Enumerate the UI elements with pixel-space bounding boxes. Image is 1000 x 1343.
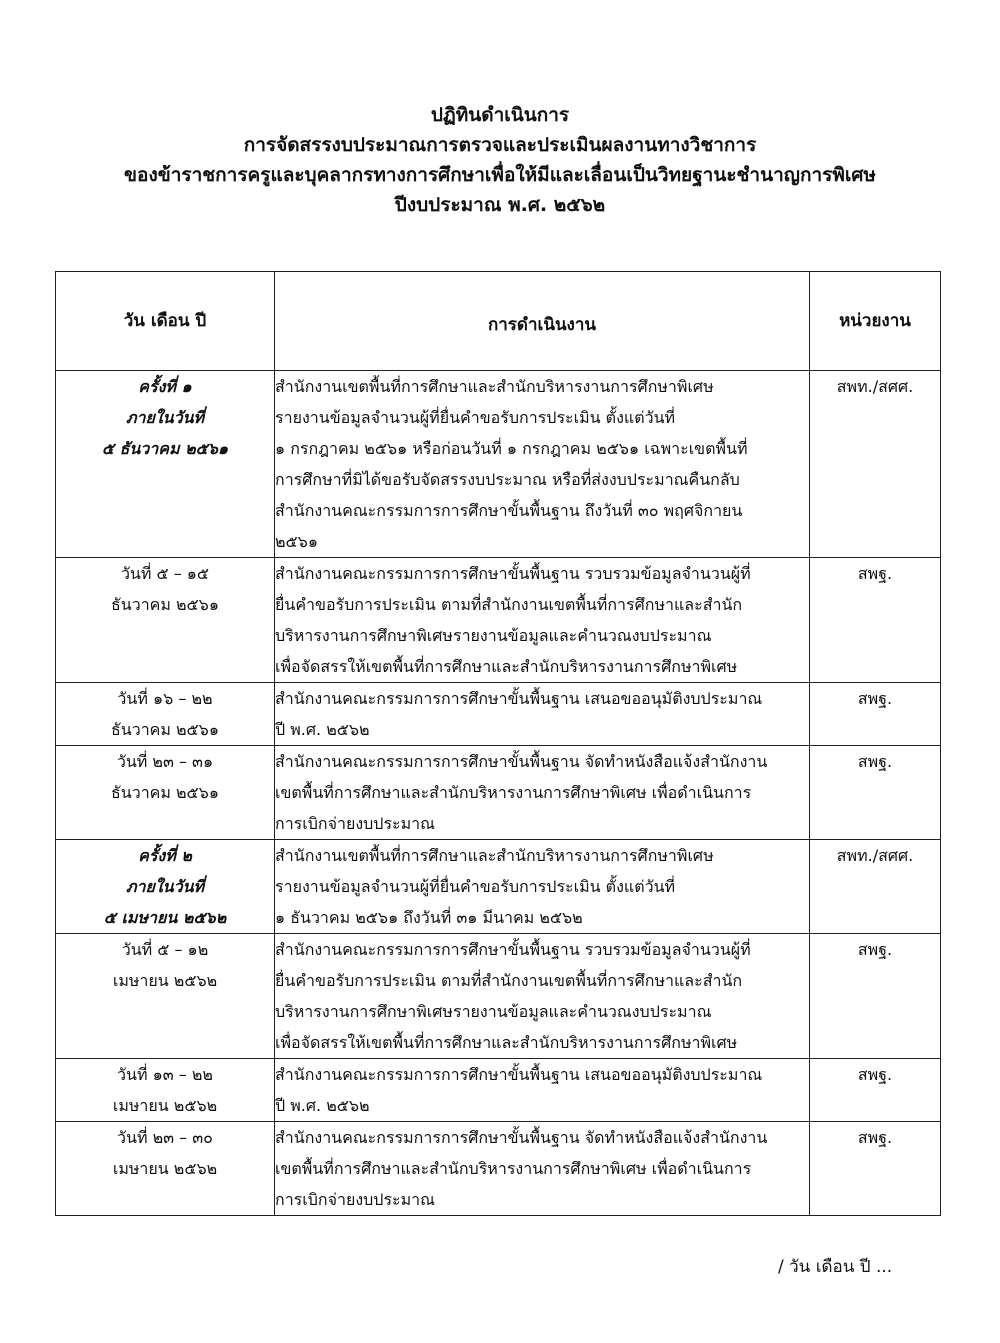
activity-line: ๒๕๖๑: [275, 532, 318, 551]
date-line: ครั้งที่ ๒: [138, 846, 192, 865]
row-activity-cell: [275, 558, 810, 683]
table-row: [56, 1122, 941, 1216]
row-unit-cell: สพฐ.: [810, 1122, 941, 1216]
date-line: วันที่ ๑๖ – ๒๒: [117, 689, 213, 708]
activity-line: ยื่นคำขอรับการประเมิน ตามที่สำนักงานเขตพื้นที่การศึกษาและสำนัก: [275, 595, 743, 614]
activity-line: ปี พ.ศ. ๒๕๖๒: [275, 720, 370, 739]
date-line: ธันวาคม ๒๕๖๑: [111, 720, 219, 739]
row-unit-cell: สพฐ.: [810, 683, 941, 746]
column-header-date: วัน เดือน ปี: [56, 272, 275, 371]
row-activity-cell: [275, 840, 810, 934]
table-row: [56, 371, 941, 558]
table-row: [56, 1059, 941, 1122]
activity-line: ปี พ.ศ. ๒๕๖๒: [275, 1096, 370, 1115]
table-row: [56, 934, 941, 1059]
row-date-cell: [56, 558, 275, 683]
date-line: ภายในวันที่: [125, 408, 205, 427]
row-unit-cell: สพท./สศศ.: [810, 840, 941, 934]
activity-line: สำนักงานคณะกรรมการการศึกษาขั้นพื้นฐาน รวบรวมข้อมูลจำนวนผู้ที่: [275, 564, 751, 583]
activity-line: ๑ ธันวาคม ๒๕๖๑ ถึงวันที่ ๓๑ มีนาคม ๒๕๖๒: [275, 908, 583, 927]
activity-line: สำนักงานคณะกรรมการการศึกษาขั้นพื้นฐาน ถึงวันที่ ๓๐ พฤศจิกายน: [275, 501, 743, 520]
activity-line: การเบิกจ่ายงบประมาณ: [275, 814, 435, 833]
row-unit-cell: สพฐ.: [810, 558, 941, 683]
table-row: [56, 746, 941, 840]
row-date-cell: [56, 371, 275, 558]
activity-line: สำนักงานคณะกรรมการการศึกษาขั้นพื้นฐาน รวบรวมข้อมูลจำนวนผู้ที่: [275, 940, 751, 959]
date-line: เมษายน ๒๕๖๒: [112, 1096, 218, 1115]
activity-line: รายงานข้อมูลจำนวนผู้ที่ยื่นคำขอรับการประเมิน ตั้งแต่วันที่: [275, 877, 676, 896]
row-date-cell: [56, 1122, 275, 1216]
row-activity-cell: [275, 1059, 810, 1122]
activity-line: เขตพื้นที่การศึกษาและสำนักบริหารงานการศึกษาพิเศษ เพื่อดำเนินการ: [275, 783, 752, 802]
activity-line: การเบิกจ่ายงบประมาณ: [275, 1190, 435, 1209]
activity-line: ๑ กรกฎาคม ๒๕๖๑ หรือก่อนวันที่ ๑ กรกฎาคม ๒๕๖๑ เฉพาะเขตพื้นที่: [275, 439, 748, 458]
row-date-cell: [56, 1059, 275, 1122]
table-row: [56, 683, 941, 746]
title-line: ปฏิทินดำเนินการ: [430, 104, 570, 126]
row-unit-cell: สพฐ.: [810, 934, 941, 1059]
date-line: วันที่ ๕ – ๑๕: [120, 564, 210, 583]
activity-line: ยื่นคำขอรับการประเมิน ตามที่สำนักงานเขตพื้นที่การศึกษาและสำนัก: [275, 971, 743, 990]
activity-line: สำนักงานคณะกรรมการการศึกษาขั้นพื้นฐาน จัดทำหนังสือแจ้งสำนักงาน: [275, 1128, 768, 1147]
date-line: ธันวาคม ๒๕๖๑: [111, 595, 219, 614]
date-line: ๕ ธันวาคม ๒๕๖๑: [101, 439, 229, 458]
row-date-cell: [56, 840, 275, 934]
continuation-note: / วัน เดือน ปี ...: [778, 1257, 893, 1277]
row-date-cell: [56, 683, 275, 746]
activity-line: สำนักงานเขตพื้นที่การศึกษาและสำนักบริหารงานการศึกษาพิเศษ: [275, 377, 714, 396]
date-line: เมษายน ๒๕๖๒: [112, 971, 218, 990]
table-body: [56, 371, 941, 1216]
activity-line: รายงานข้อมูลจำนวนผู้ที่ยื่นคำขอรับการประเมิน ตั้งแต่วันที่: [275, 408, 676, 427]
date-line: วันที่ ๒๓ – ๓๐: [117, 1128, 213, 1147]
schedule-table: [55, 271, 941, 1216]
date-line: วันที่ ๑๓ – ๒๒: [117, 1065, 213, 1084]
activity-line: สำนักงานคณะกรรมการการศึกษาขั้นพื้นฐาน เสนอขออนุมัติงบประมาณ: [275, 689, 763, 708]
date-line: ๕ เมษายน ๒๕๖๒: [103, 908, 227, 927]
table-row: [56, 840, 941, 934]
activity-line: เขตพื้นที่การศึกษาและสำนักบริหารงานการศึกษาพิเศษ เพื่อดำเนินการ: [275, 1159, 752, 1178]
row-unit-cell: สพท./สศศ.: [810, 371, 941, 558]
table-header-row: [56, 272, 941, 371]
row-date-cell: [56, 746, 275, 840]
date-line: เมษายน ๒๕๖๒: [112, 1159, 218, 1178]
activity-line: สำนักงานคณะกรรมการการศึกษาขั้นพื้นฐาน จัดทำหนังสือแจ้งสำนักงาน: [275, 752, 768, 771]
activity-line: สำนักงานเขตพื้นที่การศึกษาและสำนักบริหารงานการศึกษาพิเศษ: [275, 846, 714, 865]
title-line: ปีงบประมาณ พ.ศ. ๒๕๖๒: [394, 194, 606, 216]
row-activity-cell: [275, 371, 810, 558]
date-line: วันที่ ๕ – ๑๒: [121, 940, 209, 959]
row-activity-cell: [275, 746, 810, 840]
row-unit-cell: สพฐ.: [810, 1059, 941, 1122]
activity-line: การศึกษาที่มิได้ขอรับจัดสรรงบประมาณ หรือที่ส่งงบประมาณคืนกลับ: [275, 470, 740, 489]
activity-line: บริหารงานการศึกษาพิเศษรายงานข้อมูลและคำนวณงบประมาณ: [275, 626, 712, 645]
column-header-unit: หน่วยงาน: [810, 272, 941, 371]
row-activity-cell: [275, 1122, 810, 1216]
document-title: [0, 100, 1000, 220]
row-activity-cell: [275, 934, 810, 1059]
activity-line: สำนักงานคณะกรรมการการศึกษาขั้นพื้นฐาน เสนอขออนุมัติงบประมาณ: [275, 1065, 763, 1084]
date-line: ครั้งที่ ๑: [138, 377, 192, 396]
table-row: [56, 558, 941, 683]
row-activity-cell: [275, 683, 810, 746]
title-line: การจัดสรรงบประมาณการตรวจและประเมินผลงานทางวิชาการ: [243, 134, 757, 156]
activity-line: เพื่อจัดสรรให้เขตพื้นที่การศึกษาและสำนักบริหารงานการศึกษาพิเศษ: [275, 1033, 738, 1052]
date-line: วันที่ ๒๓ – ๓๑: [116, 752, 214, 771]
column-header-activity: การดำเนินงาน: [275, 272, 810, 371]
row-unit-cell: สพฐ.: [810, 746, 941, 840]
date-line: ภายในวันที่: [125, 877, 205, 896]
activity-line: บริหารงานการศึกษาพิเศษรายงานข้อมูลและคำนวณงบประมาณ: [275, 1002, 712, 1021]
date-line: ธันวาคม ๒๕๖๑: [111, 783, 219, 802]
title-line: ของข้าราชการครูและบุคลากรทางการศึกษาเพื่อให้มีและเลื่อนเป็นวิทยฐานะชำนาญการพิเศษ: [124, 164, 876, 186]
activity-line: เพื่อจัดสรรให้เขตพื้นที่การศึกษาและสำนักบริหารงานการศึกษาพิเศษ: [275, 657, 738, 676]
row-date-cell: [56, 934, 275, 1059]
